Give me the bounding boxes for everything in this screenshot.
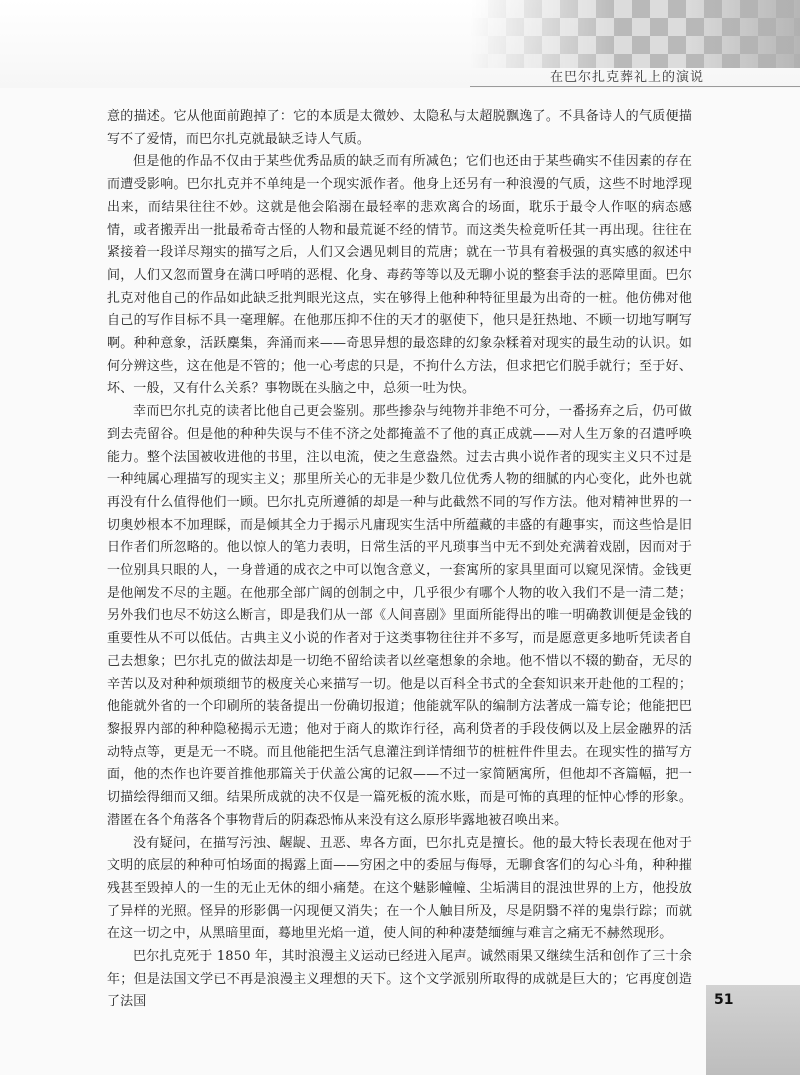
paragraph: 巴尔扎克死于 1850 年，其时浪漫主义运动已经进入尾声。诚然雨果又继续生活和创作了三十余年；但是法国文学已不再是浪漫主义理想的天下。这个文学派别所取得的成就是巨大的；它再度创造了法国 (107, 949, 692, 1010)
header-rule (470, 86, 800, 87)
running-title: 在巴尔扎克葬礼上的演说 (549, 70, 704, 85)
paragraph: 意的描述。它从他面前跑掉了：它的本质是太微妙、太隐私与太超脱飘逸了。不具备诗人的气质便描写不了爱情，而巴尔扎克就最缺乏诗人气质。 (107, 109, 692, 147)
body-text (107, 106, 692, 1014)
header-shade-decoration (682, 0, 800, 68)
paragraph: 但是他的作品不仅由于某些优秀品质的缺乏而有所减色；它们也还由于某些确实不佳因素的存在而遭受影响。巴尔扎克并不单纯是一个现实派作者。他身上还另有一种浪漫的气质，这些不时地浮现出来，而结果往往不妙。这就是他会陷溺在最轻率的悲欢离合的场面，耽乐于最令人作呕的病态感情，或者搬弄出一批最希奇古怪的人物和最荒诞不经的情节。而这类失检竟听任其一再出现。往往在紧接着一段详尽翔实的描写之后，人们又会遇见刺目的荒唐；就在一节具有着极强的真实感的叙述中间，人们又忽而置身在满口呼哨的恶棍、化身、毒药等等以及无聊小说的整套手法的恶障里面。巴尔扎克对他自己的作品如此缺乏批判眼光这点，实在够得上他种种特征里最为出奇的一桩。他仿佛对他自己的写作目标不具一毫理解。在他那压抑不住的天才的驱使下，他只是狂热地、不顾一切地写啊写啊。种种意象，活跃麇集，奔涌而来——奇思异想的最恣肆的幻象杂糅着对现实的最生动的认识。如何分辨这些，这在他是不管的；他一心考虑的只是，不拘什么方法，但求把它们脱手就行；至于好、坏、一般，又有什么关系？事物既在头脑之中，总须一吐为快。 (107, 154, 692, 397)
page-number: 51 (714, 992, 734, 1008)
paragraph: 没有疑问，在描写污浊、龌龊、丑恶、卑各方面，巴尔扎克是擅长。他的最大特长表现在他对于文明的底层的种种可怕场面的揭露上面——穷困之中的委屈与侮辱，无聊食客们的勾心斗角，种种摧残甚至毁掉人的一生的无止无休的细小痛楚。在这个魅影幢幢、尘垢满目的混浊世界的上方，他投放了异样的光照。怪异的形影偶一闪现便又消失；在一个人触目所及，尽是阴翳不祥的鬼祟行踪；而就在这一切之中，从黑暗里面，蓦地里光焰一道，使人间的种种凄楚缅缠与难言之痛无不赫然现形。 (107, 835, 692, 942)
paragraph: 幸而巴尔扎克的读者比他自己更会鉴别。那些掺杂与纯物并非绝不可分，一番扬弃之后，仍可做到去壳留谷。但是他的种种失误与不佳不济之处都掩盖不了他的真正成就——对人生万象的召遣呼唤能力。整个法国被收进他的书里，注以电流，使之生意盎然。过去古典小说作者的现实主义只不过是一种纯属心理描写的现实主义；那里所关心的无非是少数几位优秀人物的细腻的内心变化，此外也就再没有什么值得他们一顾。巴尔扎克所遵循的却是一种与此截然不同的写作方法。他对精神世界的一切奥妙根本不加理睬，而是倾其全力于揭示凡庸现实生活中所蕴藏的丰盛的有趣事实，而这些恰是旧日作者们所忽略的。他以惊人的笔力表明，日常生活的平凡琐事当中无不到处充满着戏剧，因而对于一位别具只眼的人，一身普通的成衣之中可以饱含意义，一套寓所的家具里面可以窥见深情。金钱更是他阐发不尽的主题。在他那全部广阔的创制之中，几乎很少有哪个人物的收入我们不是一清二楚；另外我们也尽不妨这么断言，即是我们从一部《人间喜剧》里面所能得出的唯一明确教训便是金钱的重要性从不可以低估。古典主义小说的作者对于这类事物往往并不多写，而是愿意更多地听凭读者自己去想象；巴尔扎克的做法却是一切绝不留给读者以丝毫想象的余地。他不惜以不辍的勤奋，无尽的辛苦以及对种种烦琐细节的极度关心来描写一切。他是以百科全书式的全套知识来开赴他的工程的；他能就外省的一个印刷所的装备提出一份确切报道；他能就军队的编制方法著成一篇专论；他能把巴黎报界内部的种种隐秘揭示无遗；他对于商人的欺诈行径，高利贷者的手段伎俩以及上层金融界的活动特点等，更是无一不晓。而且他能把生活气息灌注到详情细节的桩桩件件里去。在现实性的描写方面，他的杰作也许要首推他那篇关于伏盖公寓的记叙——不过一家简陋寓所，但他却不吝篇幅，把一切描绘得细而又细。结果所成就的决不仅是一篇死板的流水账，而是可怖的真理的怔忡心悸的形象。潜匿在各个角落各个事物背后的阴森恐怖从来没有这么原形毕露地被召唤出来。 (107, 404, 692, 828)
